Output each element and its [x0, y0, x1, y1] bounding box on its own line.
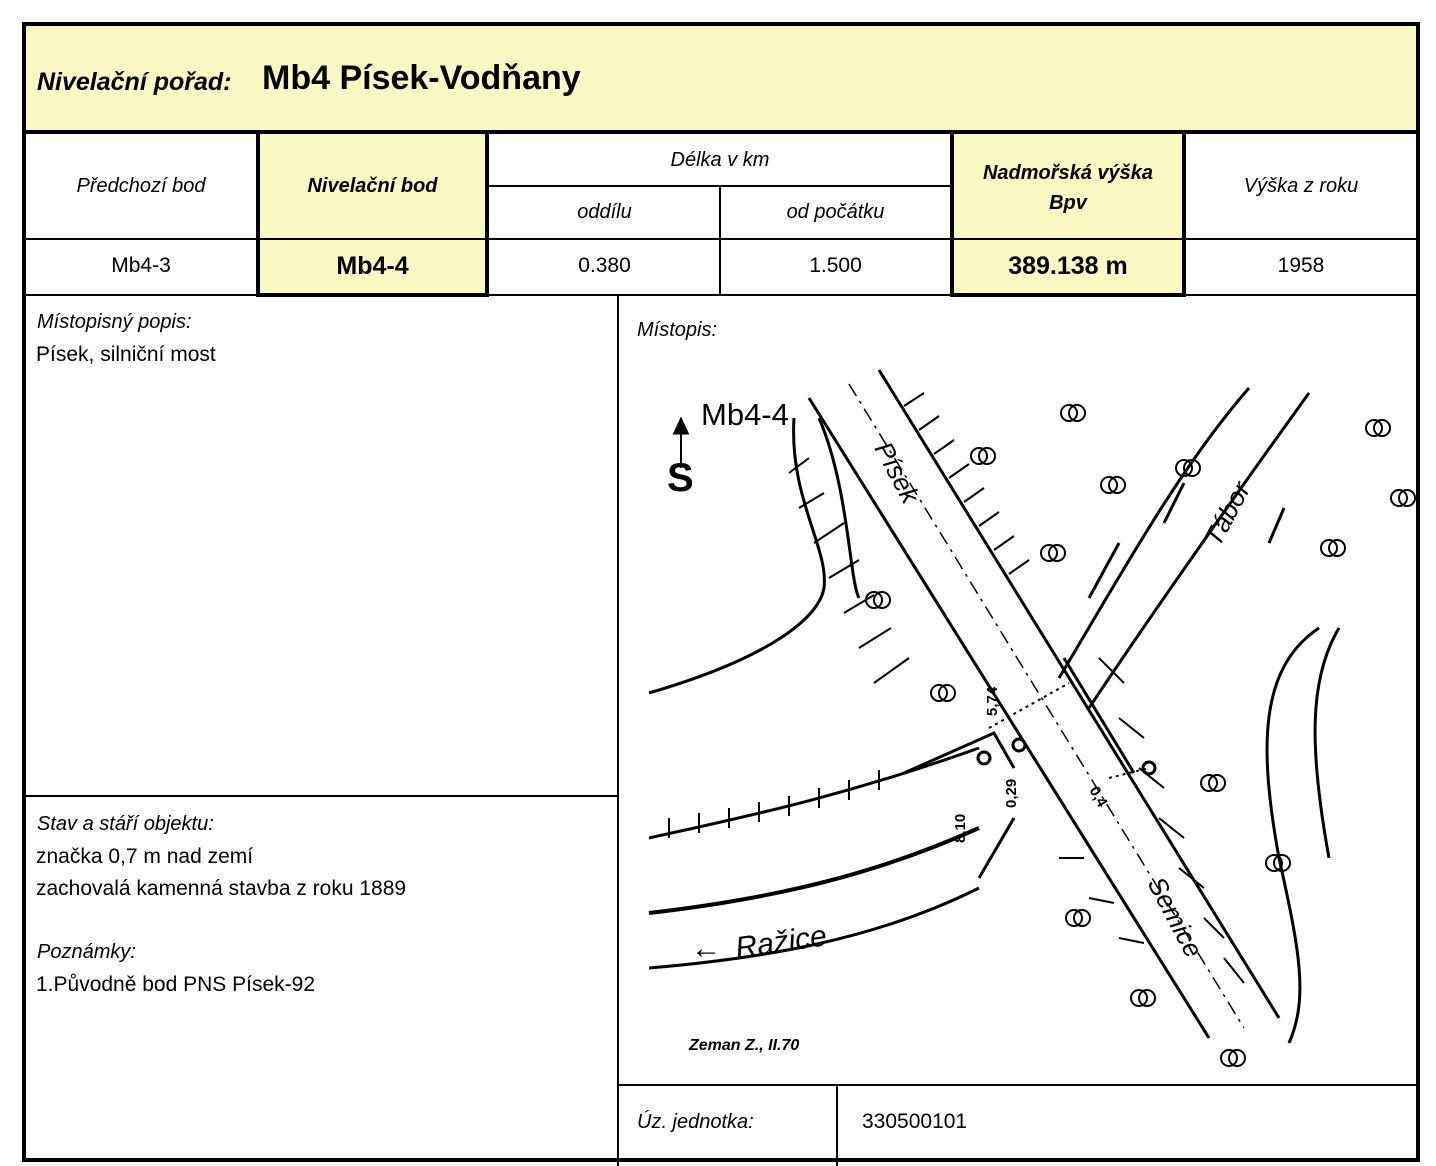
divider — [719, 186, 721, 296]
leveling-point-sheet — [22, 22, 1420, 1162]
road-edge — [649, 828, 979, 913]
value-section: 0.380 — [578, 254, 631, 277]
header-leveling-point: Nivelační bod — [307, 175, 438, 197]
north-arrow-head — [675, 420, 687, 433]
benchmark-marker — [1143, 762, 1155, 774]
hatch-marks — [1059, 858, 1144, 943]
divider — [836, 1084, 838, 1166]
unit-value: 330500101 — [862, 1110, 968, 1133]
divider — [26, 238, 1416, 240]
header-altitude: Nadmořská výška Bpv — [982, 161, 1154, 214]
map-dimension-1: 5,74 — [984, 686, 1001, 716]
divider — [26, 294, 1416, 296]
value-height-year: 1958 — [1277, 254, 1325, 277]
value-altitude: 389.138 m — [1008, 251, 1128, 280]
map-label-tabor: Tábor — [1197, 476, 1257, 551]
map-dimension-3: 8,10 — [952, 813, 969, 843]
bridge-rail — [904, 733, 1014, 773]
value-from-start: 1.500 — [809, 254, 862, 277]
notes-label: Poznámky: — [37, 941, 136, 963]
bridge-rail — [979, 818, 1014, 878]
map-author: Zeman Z., II.70 — [689, 1037, 800, 1054]
road-edge — [1315, 628, 1339, 858]
condition-line-2: zachovalá kamenná stavba z roku 1889 — [36, 877, 407, 900]
hatch-marks — [904, 393, 1029, 574]
header-length-km: Délka v km — [670, 148, 770, 171]
map-label-semice: Semice — [1141, 871, 1209, 963]
map-label-razice: Ražice — [733, 919, 829, 965]
description-text: Písek, silniční most — [36, 343, 216, 366]
benchmark-marker — [1013, 739, 1025, 751]
title-bar — [26, 26, 1416, 134]
title-label: Nivelační pořad: — [37, 68, 232, 96]
map-point-label: Mb4-4 — [701, 397, 789, 432]
value-previous-point: Mb4-3 — [111, 254, 171, 277]
description-label: Místopisný popis: — [37, 311, 192, 333]
benchmark-marker — [978, 752, 990, 764]
header-previous-point: Předchozí bod — [76, 175, 206, 197]
map-label: Místopis: — [637, 319, 718, 341]
value-leveling-point: Mb4-4 — [336, 251, 409, 280]
condition-label: Stav a stáří objektu: — [37, 813, 214, 835]
bridge-rail — [1089, 543, 1119, 598]
north-letter: S — [667, 456, 694, 500]
unit-label: Úz. jednotka: — [637, 1111, 754, 1133]
map-label-pisek: Písek — [868, 436, 926, 509]
header-from-start: od počátku — [786, 201, 885, 223]
road-edge — [1089, 393, 1309, 708]
bridge-rail — [1269, 508, 1284, 543]
divider — [26, 795, 618, 797]
map-dimension-2: 0,29 — [1003, 778, 1020, 808]
condition-line-1: značka 0,7 m nad zemí — [36, 845, 254, 868]
header-section: oddílu — [577, 201, 632, 223]
map-arrow-left: ← — [691, 932, 721, 965]
site-sketch-map — [619, 298, 1416, 1086]
title-value: Mb4 Písek-Vodňany — [262, 59, 581, 97]
header-height-year: Výška z roku — [1243, 175, 1359, 197]
map-dimension-4: 0,4 — [1085, 783, 1111, 811]
notes-text: 1.Původně bod PNS Písek-92 — [36, 973, 316, 996]
road-edge — [1267, 628, 1319, 1043]
road-edge — [809, 398, 1209, 1038]
divider — [618, 1084, 1416, 1086]
bridge-rail — [1064, 658, 1134, 773]
